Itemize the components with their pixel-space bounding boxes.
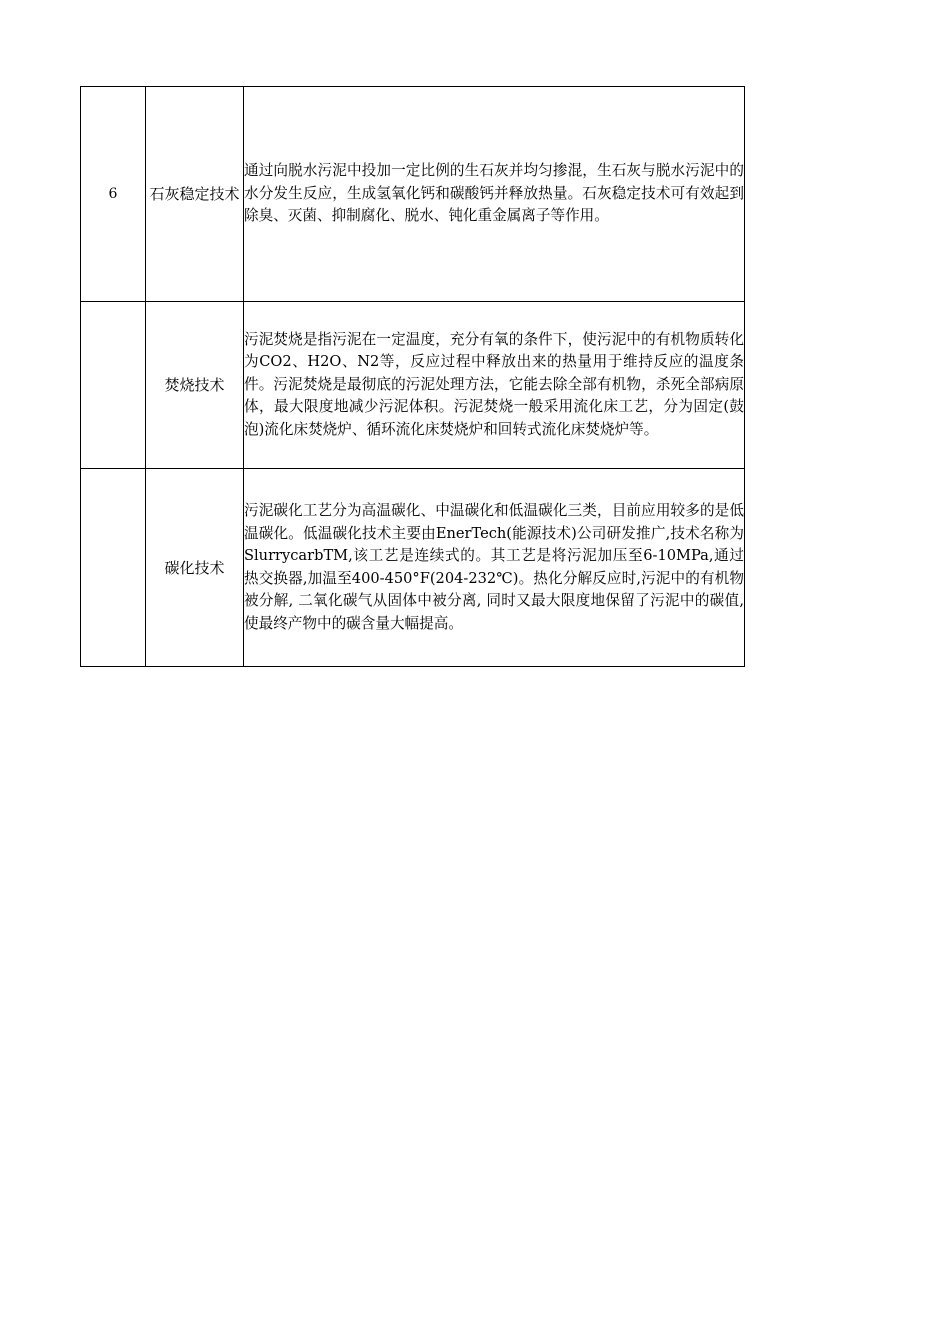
technology-description: 污泥焚烧是指污泥在一定温度，充分有氧的条件下，使污泥中的有机物质转化为CO2、H2O、N2等，反应过程中释放出来的热量用于维持反应的温度条件。污泥焚烧是最彻底的污泥处理方法，它能去除全部有机物，杀死全部病原体，最大限度地减少污泥体积。污泥焚烧一般采用流化床工艺，分为固定(鼓泡)流化床焚烧炉、循环流化床焚烧炉和回转式流化床焚烧炉等。 — [244, 330, 744, 438]
technology-description-cell — [244, 87, 745, 302]
table-row — [81, 469, 745, 667]
technology-name-cell: 石灰稳定技术 — [146, 87, 244, 302]
row-number-cell: 6 — [81, 87, 146, 302]
technology-name-cell: 焚烧技术 — [146, 302, 244, 469]
technology-name-cell: 碳化技术 — [146, 469, 244, 667]
row-number-cell — [81, 302, 146, 469]
technology-description-cell — [244, 469, 745, 667]
technology-table — [80, 86, 745, 667]
table-row — [81, 302, 745, 469]
technology-description: 通过向脱水污泥中投加一定比例的生石灰并均匀掺混，生石灰与脱水污泥中的水分发生反应，生成氢氧化钙和碳酸钙并释放热量。石灰稳定技术可有效起到除臭、灭菌、抑制腐化、脱水、钝化重金属离子等作用。 — [244, 162, 744, 225]
table-row — [81, 87, 745, 302]
row-number-cell — [81, 469, 146, 667]
technology-description: 污泥碳化工艺分为高温碳化、中温碳化和低温碳化三类，目前应用较多的是低温碳化。低温碳化技术主要由EnerTech(能源技术)公司研发推广,技术名称为SlurrycarbTM,该工艺是连续式的。其工艺是将污泥加压至6-10MPa,通过热交换器,加温至400-450°F(204-232℃)。热化分解反应时,污泥中的有机物被分解, 二氧化碳气从固体中被分离, 同时又最大限度地保留了污泥中的碳值,使最终产物中的碳含量大幅提高。 — [244, 502, 744, 632]
technology-description-cell — [244, 302, 745, 469]
